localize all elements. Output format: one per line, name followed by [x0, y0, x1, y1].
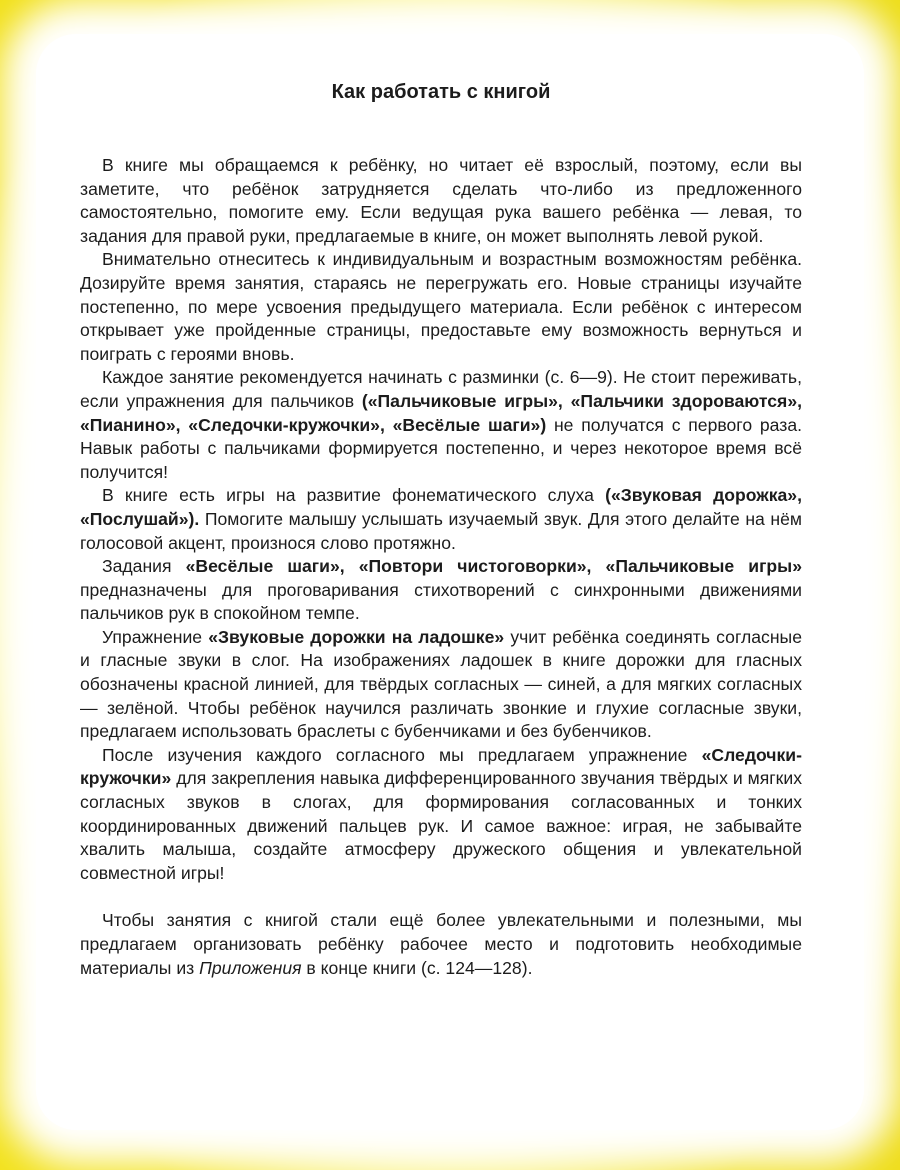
- body-text: [80, 154, 802, 980]
- bold-text: «Следочки-кружочки»: [80, 744, 802, 789]
- italic-text: Приложения: [199, 957, 302, 978]
- page-title: Как работать с книгой: [331, 81, 551, 103]
- bold-text: («Пальчиковые игры», «Пальчики здороваются», «Пианино», «Следочки-кружочки», «Весёлые шаги»): [80, 390, 803, 435]
- paragraph: [80, 248, 802, 366]
- text-run: для закрепления навыка дифференцированного звучания твёрдых и мягких согласных звуков в слогах, для формирования согласованных и тонких координированных движений пальцев рук. И самое важное: играя, не забывайте хвалить малыша, создайте атмосферу дружеского общения и увлекательной совместной игры!: [80, 768, 802, 883]
- text-run: Внимательно отнеситесь к индивидуальным и возрастным возможностям ребёнка. Дозируйте время занятия, стараясь не перегружать его. Новые страницы изучайте постепенно, по мере усвоения предыдущего материала. Если ребёнок с интересом открывает уже пройденные страницы, предоставьте ему возможность вернуться и поиграть с героями вновь.: [80, 249, 802, 364]
- paragraph: [80, 744, 802, 886]
- page-content: [80, 80, 802, 980]
- paragraph: [80, 484, 802, 555]
- paragraph: [80, 555, 802, 626]
- bold-text: («Звуковая дорожка», «Послушай»).: [80, 485, 802, 529]
- bold-text: «Весёлые шаги», «Повтори чистоговорки», «Пальчиковые игры»: [185, 556, 802, 577]
- text-run: предназначены для проговаривания стихотворений с синхронными движениями пальчиков рук в спокойном темпе.: [80, 579, 802, 624]
- text-run: Чтобы занятия с книгой стали ещё более увлекательными и полезными, мы предлагаем организовать ребёнку рабочее место и подготовить необходимые материалы из: [80, 910, 802, 978]
- text-run: После изучения каждого согласного мы предлагаем упражнение: [102, 744, 702, 765]
- text-run: Каждое занятие рекомендуется начинать с разминки (с. 6—9). Не стоит переживать, если упражнения для пальчиков: [80, 367, 802, 411]
- paragraph: [80, 909, 802, 980]
- text-run: В книге мы обращаемся к ребёнку, но читает её взрослый, поэтому, если вы заметите, что ребёнок затрудняется сделать что-либо из предложенного самостоятельно, помогите ему. Если ведущая рука вашего ребёнка — левая, то задания для правой руки, предлагаемые в книге, он может выполнять левой рукой.: [80, 155, 802, 246]
- text-run: Упражнение: [102, 626, 209, 647]
- bold-text: «Звуковые дорожки на ладошке»: [208, 626, 505, 647]
- text-run: учит ребёнка соединять согласные и гласные звуки в слог. На изображениях ладошек в книге дорожки для гласных обозначены красной линией, для твёрдых согласных — синей, а для мягких согласных — зелёной. Чтобы ребёнок научился различать звонкие и глухие согласные звуки, предлагаем использовать браслеты с бубенчиками и без бубенчиков.: [80, 626, 802, 742]
- text-run: Задания: [102, 556, 186, 577]
- text-run: Помогите малышу услышать изучаемый звук. Для этого делайте на нём голосовой акцент, произнося слово протяжно.: [80, 508, 802, 553]
- paragraph: [80, 626, 802, 744]
- text-run: В книге есть игры на развитие фонематического слуха: [102, 485, 606, 506]
- paragraph: [80, 366, 802, 484]
- text-run: в конце книги (с. 124—128).: [301, 957, 533, 978]
- paragraph: [80, 154, 802, 248]
- text-run: не получатся с первого раза. Навык работы с пальчиками формируется постепенно, и через некоторое время всё получится!: [80, 414, 802, 482]
